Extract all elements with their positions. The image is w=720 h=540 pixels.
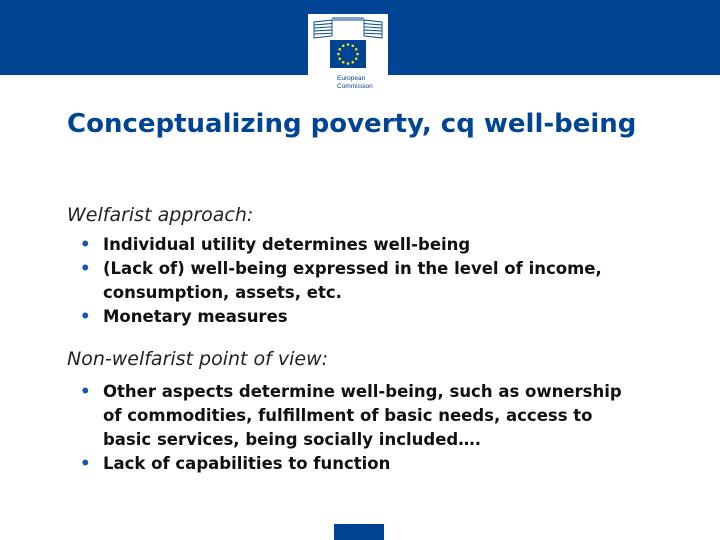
eu-star-icon [342, 61, 345, 64]
eu-star-icon [355, 57, 358, 60]
bullet-icon: • [80, 235, 91, 254]
bullet-icon: • [80, 382, 91, 401]
list-item [78, 305, 638, 329]
european-commission-logo-icon [308, 14, 388, 98]
welfarist-bullet-list [78, 233, 638, 329]
bullet-text: Monetary measures [103, 307, 288, 326]
section-heading-welfarist: Welfarist approach: [67, 204, 254, 226]
eu-star-icon [355, 48, 358, 51]
eu-star-icon [351, 61, 354, 64]
bullet-icon: • [80, 454, 91, 473]
footer-flag-bar [334, 524, 384, 540]
list-item [78, 257, 638, 305]
eu-star-icon [347, 62, 350, 65]
eu-star-icon [338, 57, 341, 60]
bullet-icon: • [80, 307, 91, 326]
eu-star-icon [338, 48, 341, 51]
ec-logo [308, 14, 388, 98]
eu-star-icon [356, 53, 359, 56]
logo-org-line1: European [337, 75, 366, 82]
list-item [78, 380, 638, 452]
eu-star-icon [337, 53, 340, 56]
bullet-text: Lack of capabilities to function [103, 454, 391, 473]
non-welfarist-bullet-list [78, 380, 638, 476]
logo-org-line2: Commission [337, 83, 373, 90]
eu-star-icon [351, 44, 354, 47]
eu-star-icon [347, 43, 350, 46]
eu-star-icon [342, 44, 345, 47]
section-heading-non-welfarist: Non-welfarist point of view: [67, 348, 329, 370]
page-title: Conceptualizing poverty, cq well-being [67, 109, 637, 139]
bullet-icon: • [80, 259, 91, 278]
bullet-text: Other aspects determine well-being, such as ownership of commodities, fulfillment of basic needs, access to basic services, being socially included…. [103, 382, 622, 449]
bullet-text: (Lack of) well-being expressed in the level of income, consumption, assets, etc. [103, 259, 602, 302]
list-item [78, 233, 638, 257]
list-item [78, 452, 638, 476]
bullet-text: Individual utility determines well-being [103, 235, 471, 254]
